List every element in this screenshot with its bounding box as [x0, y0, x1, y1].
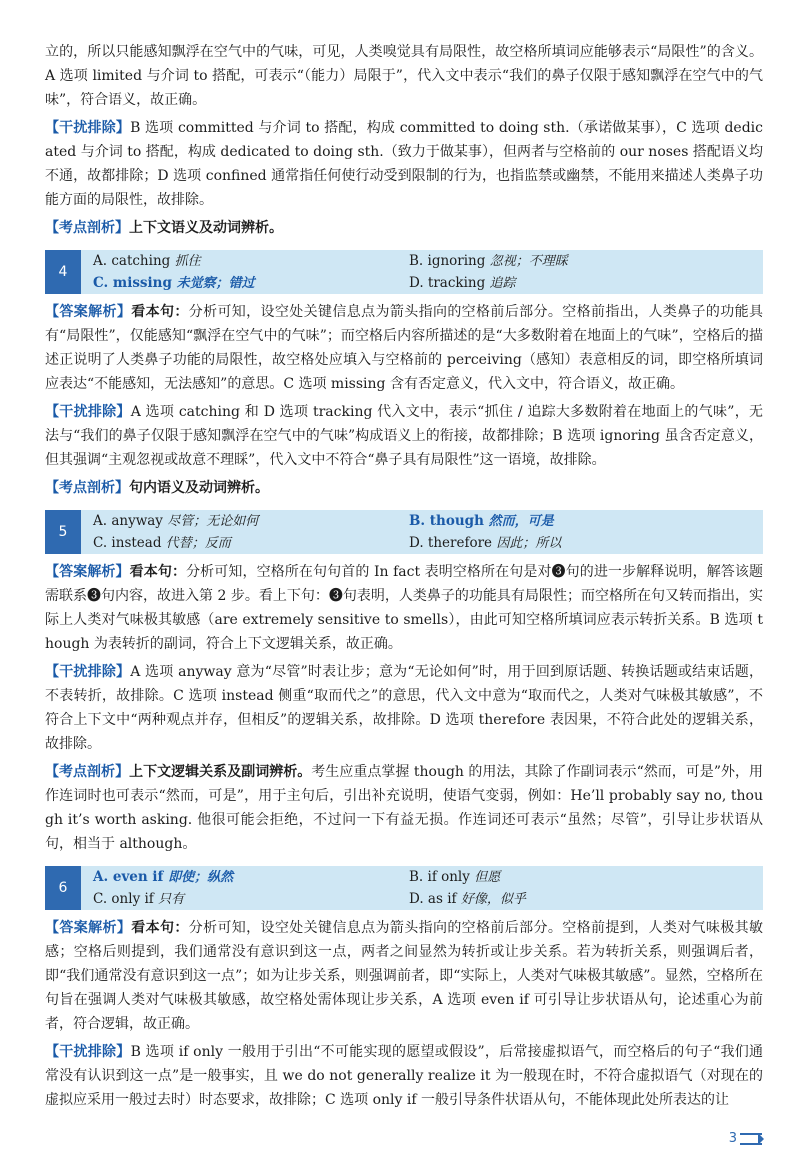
paragraph-point-4: 【考点剖析】句内语义及动词辨析。 — [45, 480, 269, 496]
option-d: D. therefore 因此；所以 — [409, 535, 562, 551]
option-d: D. as if 好像，似乎 — [409, 891, 526, 907]
paragraph-distractor-5: 【干扰排除】A 选项 anyway 意为“尽管”时表让步；意为“无论如何”时，用于回到原话题、转换话题或结束话题，不表转折，故排除。C 选项 instead 侧重“取而代之”的意思，代入文中意为“取而代之，人类对气味极其敏感”，不符合上下文中“两种观点并存，但相反”的逻辑关系，故排除。D 选项 therefore 表因果，不符合此处的逻辑关系，故排除。 — [45, 664, 763, 752]
option-a: A. anyway 尽管；无论如何 — [93, 513, 259, 529]
option-c-correct: C. missing 未觉察；错过 — [93, 275, 255, 291]
paragraph-point-3: 【考点剖析】上下文语义及动词辨析。 — [45, 220, 283, 236]
page-number: 3 — [729, 1131, 762, 1146]
paragraph-distractor-4: 【干扰排除】A 选项 catching 和 D 选项 tracking 代入文中，表示“抓住 / 追踪大多数附着在地面上的气味”，无法与“我们的鼻子仅限于感知飘浮在空气中的气味”构成语义上的衔接，故都排除；B 选项 ignoring 虽含否定意义，但其强调“主观忽视或故意不理睬”，代入文中不符合“鼻子具有局限性”这一语境，故排除。 — [45, 404, 763, 468]
paragraph-answer-5: 【答案解析】看本句：分析可知，空格所在句句首的 In fact 表明空格所在句是对❸句的进一步解释说明，解答该题需联系❸句内容，故进入第 2 步。看上下句：❸句表明，人类鼻子的功能具有局限性；而空格所在句又转而指出，实际上人类对气味极其敏感（are extremely sensitive to smells），由此可知空格所填词应表示转折关系。B 选项 though 为表转折的副词，符合上下文逻辑关系，故正确。 — [45, 564, 764, 652]
paragraph-distractor-3: 【干扰排除】B 选项 committed 与介词 to 搭配，构成 committed to doing sth.（承诺做某事），C 选项 dedicated 与介词 to 搭配，构成 dedicated to doing sth.（致力于做某事），但两者与空格前的 our noses 搭配语义均不通，故都排除；D 选项 confined 通常指任何使行动受到限制的行为，也指监禁或幽禁，不能用来描述人类鼻子功能方面的局限性，故排除。 — [45, 120, 763, 208]
section-label: 【考点剖析】 — [45, 220, 129, 236]
option-c: C. only if 只有 — [93, 891, 185, 907]
section-label: 【干扰排除】 — [45, 404, 131, 420]
paragraph-answer-6: 【答案解析】看本句：分析可知，设空处关键信息点为箭头指向的空格前后部分。空格前提到，人类对气味极其敏感；空格后则提到，我们通常没有意识到这一点，两者之间显然为转折或让步关系。若为转折关系，则强调后者，即“我们通常没有意识到这一点”；如为让步关系，则强调前者，即“实际上，人类对气味极其敏感”。显然，空格所在句旨在强调人类对气味极其敏感，故空格处需体现让步关系，A 选项 even if 可引导让步状语从句，论述重心为前者，符合逻辑，故正确。 — [45, 920, 764, 1032]
option-d: D. tracking 追踪 — [409, 275, 516, 291]
section-label: 【干扰排除】 — [45, 664, 131, 680]
paragraph-point-5: 【考点剖析】上下文逻辑关系及副词辨析。考生应重点掌握 though 的用法，其除了作副词表示“然而，可是”外，用作连词时也可表示“然而，可是”，用于主句后，引出补充说明，使语气变弱，例如：He’ll probably say no, though it’s worth asking. 他很可能会拒绝，不过问一下有益无损。作连词还可表示“虽然；尽管”，引导让步状语从句，相当于 although。 — [45, 764, 764, 852]
option-b: B. ignoring 忽视；不理睬 — [409, 253, 568, 269]
option-b-correct: B. though 然而，可是 — [409, 513, 554, 529]
paragraph-distractor-6: 【干扰排除】B 选项 if only 一般用于引出“不可能实现的愿望或假设”，后常接虚拟语气，而空格后的句子“我们通常没有认识到这一点”是一般事实，且 we do not generally realize it 为一般现在时，不符合虚拟语气（对现在的虚拟应采用一般过去时）时态要求，故排除；C 选项 only if 一般引导条件状语从句，不能体现此处所表达的让 — [45, 1044, 763, 1108]
question-5-options — [45, 510, 763, 554]
paragraph-answer-4: 【答案解析】看本句：分析可知，设空处关键信息点为箭头指向的空格前后部分。空格前指出，人类鼻子的功能具有“局限性”，仅能感知“飘浮在空气中的气味”；而空格后内容所描述的是“大多数附着在地面上的气味”，空格后的描述正说明了人类鼻子功能的局限性，故空格处应填入与空格前的 perceiving（感知）表意相反的词，即空格所填词应表达“不能感知，无法感知”的意思。C 选项 missing 含有否定意义，代入文中，符合语义，故正确。 — [45, 304, 764, 392]
section-label: 【干扰排除】 — [45, 120, 131, 136]
question-number: 5 — [45, 510, 81, 554]
section-label: 【答案解析】 — [45, 920, 132, 936]
question-4-options — [45, 250, 763, 294]
section-label: 【答案解析】 — [45, 564, 130, 580]
arrow-icon — [740, 1133, 762, 1145]
question-6-options — [45, 866, 763, 910]
section-label: 【干扰排除】 — [45, 1044, 131, 1060]
section-label: 【考点剖析】 — [45, 764, 130, 780]
paragraph-continuation: 立的，所以只能感知飘浮在空气中的气味，可见，人类嗅觉具有局限性，故空格所填词应能够表示“局限性”的含义。A 选项 limited 与介词 to 搭配，可表示“（能力）局限于”，代入文中表示“我们的鼻子仅限于感知飘浮在空气中的气味”，符合语义，故正确。 — [45, 44, 763, 108]
section-label: 【考点剖析】 — [45, 480, 129, 496]
page-content — [45, 40, 763, 1116]
option-a-correct: A. even if 即使；纵然 — [93, 869, 234, 885]
question-number: 4 — [45, 250, 81, 294]
option-b: B. if only 但愿 — [409, 869, 501, 885]
question-number: 6 — [45, 866, 81, 910]
option-c: C. instead 代替；反而 — [93, 535, 231, 551]
option-a: A. catching 抓住 — [93, 253, 201, 269]
section-label: 【答案解析】 — [45, 304, 132, 320]
